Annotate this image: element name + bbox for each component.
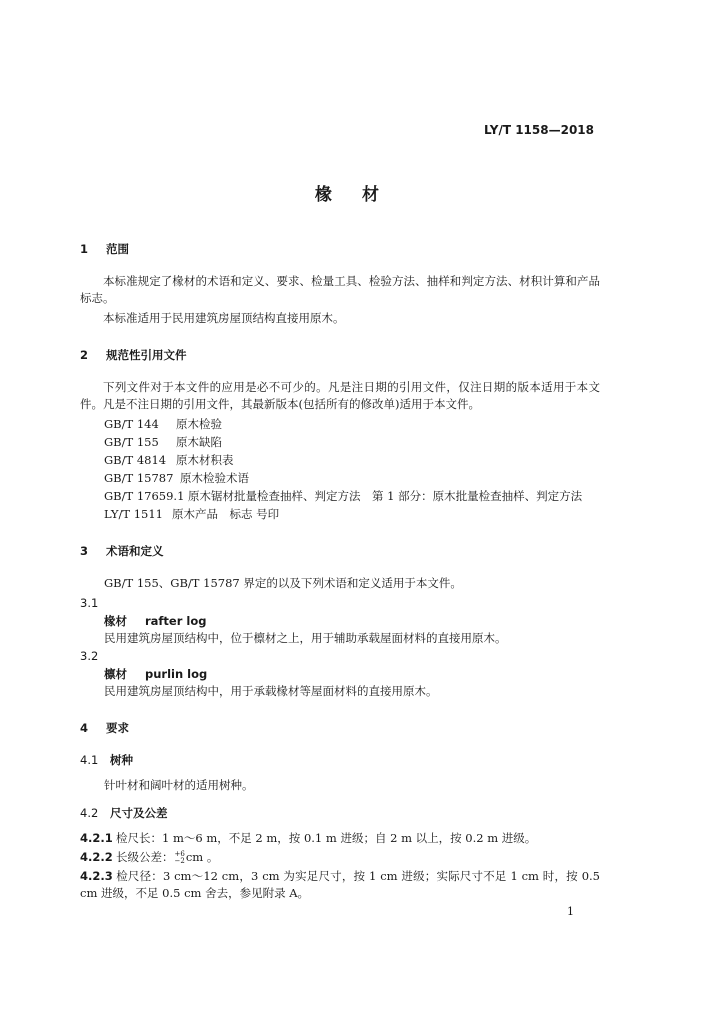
term-heading bbox=[104, 613, 206, 629]
term-en: purlin log bbox=[145, 667, 208, 681]
subsection-4-2-heading bbox=[80, 805, 168, 821]
reference-code: GB/T 155 bbox=[104, 435, 159, 449]
clause-text: 检尺径：3 cm～12 cm，3 cm 为实足尺寸，按 1 cm 进级；实际尺寸不足 1 cm 时，按 0.5 cm 进级，不足 0.5 cm 舍去，参见附录 A。 bbox=[80, 869, 600, 900]
section-1-paragraph-1: 本标准规定了椽材的术语和定义、要求、检量工具、检验方法、抽样和判定方法、材积计算和产品标志。 bbox=[80, 274, 600, 305]
reference-title: 原木缺陷 bbox=[176, 435, 222, 449]
reference-title: 原木检验 bbox=[176, 417, 222, 431]
reference-code: GB/T 4814 bbox=[104, 453, 167, 467]
tolerance-lower: −2 bbox=[174, 857, 185, 865]
reference-title: 原木材积表 bbox=[176, 453, 234, 467]
reference-title: 原木检验术语 bbox=[180, 471, 249, 485]
term-definition: 民用建筑房屋顶结构中，位于檩材之上，用于辅助承载屋面材料的直接用原木。 bbox=[104, 631, 507, 645]
document-title: 椽材 bbox=[315, 185, 409, 205]
reference-item bbox=[104, 434, 222, 451]
tolerance-prefix: 长级公差： bbox=[116, 850, 174, 864]
term-definition: 民用建筑房屋顶结构中，用于承载椽材等屋面材料的直接用原木。 bbox=[104, 684, 438, 698]
subsection-title: 树种 bbox=[110, 753, 133, 767]
tolerance-fraction bbox=[175, 851, 185, 865]
section-4-heading bbox=[80, 720, 129, 736]
reference-item bbox=[104, 416, 222, 433]
tolerance-suffix: cm 。 bbox=[185, 850, 219, 864]
subsection-number: 4.2 bbox=[80, 806, 99, 820]
section-number: 2 bbox=[80, 348, 89, 362]
term-number: 3.2 bbox=[80, 649, 99, 663]
subsection-title: 尺寸及公差 bbox=[110, 806, 168, 820]
reference-code: GB/T 144 bbox=[104, 417, 159, 431]
term-zh: 檩材 bbox=[104, 667, 127, 681]
clause-4-2-2 bbox=[80, 849, 218, 866]
subsection-4-1-heading bbox=[80, 752, 133, 768]
section-2-heading bbox=[80, 347, 187, 363]
section-3-heading bbox=[80, 543, 164, 559]
section-title: 要求 bbox=[106, 721, 129, 735]
clause-4-2-3 bbox=[80, 868, 600, 902]
term-heading bbox=[104, 666, 207, 682]
reference-code: GB/T 15787 bbox=[104, 471, 174, 485]
clause-number: 4.2.2 bbox=[80, 850, 113, 864]
clause-4-2-1 bbox=[80, 830, 536, 847]
term-en: rafter log bbox=[145, 614, 207, 628]
section-number: 4 bbox=[80, 721, 89, 735]
subsection-number: 4.1 bbox=[80, 753, 99, 767]
reference-item bbox=[104, 470, 249, 487]
section-number: 3 bbox=[80, 544, 89, 558]
reference-item bbox=[104, 488, 582, 505]
section-title: 规范性引用文件 bbox=[106, 348, 187, 362]
subsection-4-1-text: 针叶材和阔叶材的适用树种。 bbox=[104, 778, 254, 792]
section-number: 1 bbox=[80, 242, 89, 256]
tolerance-upper: +6 bbox=[174, 850, 185, 858]
term-zh: 椽材 bbox=[104, 614, 127, 628]
section-title: 范围 bbox=[106, 242, 129, 256]
reference-item bbox=[104, 506, 279, 523]
section-3-intro: GB/T 155、GB/T 15787 界定的以及下列术语和定义适用于本文件。 bbox=[104, 576, 462, 590]
reference-item bbox=[104, 452, 234, 469]
reference-title: 原木产品 标志 号印 bbox=[172, 507, 280, 521]
reference-title: 原木锯材批量检查抽样、判定方法 第 1 部分：原木批量检查抽样、判定方法 bbox=[188, 489, 583, 503]
clause-number: 4.2.1 bbox=[80, 831, 113, 845]
reference-code: GB/T 17659.1 bbox=[104, 489, 185, 503]
page-number: 1 bbox=[567, 905, 574, 918]
clause-text: 检尺长：1 m～6 m，不足 2 m，按 0.1 m 进级；自 2 m 以上，按 0.2 m 进级。 bbox=[116, 831, 537, 845]
section-2-paragraph: 下列文件对于本文件的应用是必不可少的。凡是注日期的引用文件，仅注日期的版本适用于本文件。凡是不注日期的引用文件，其最新版本(包括所有的修改单)适用于本文件。 bbox=[80, 380, 600, 411]
section-1-heading bbox=[80, 241, 129, 257]
standard-number: LY/T 1158—2018 bbox=[483, 123, 594, 137]
term-number: 3.1 bbox=[80, 596, 99, 610]
section-title: 术语和定义 bbox=[106, 544, 164, 558]
reference-code: LY/T 1511 bbox=[104, 507, 163, 521]
section-1-paragraph-2: 本标准适用于民用建筑房屋顶结构直接用原木。 bbox=[103, 311, 345, 325]
clause-number: 4.2.3 bbox=[80, 869, 113, 883]
